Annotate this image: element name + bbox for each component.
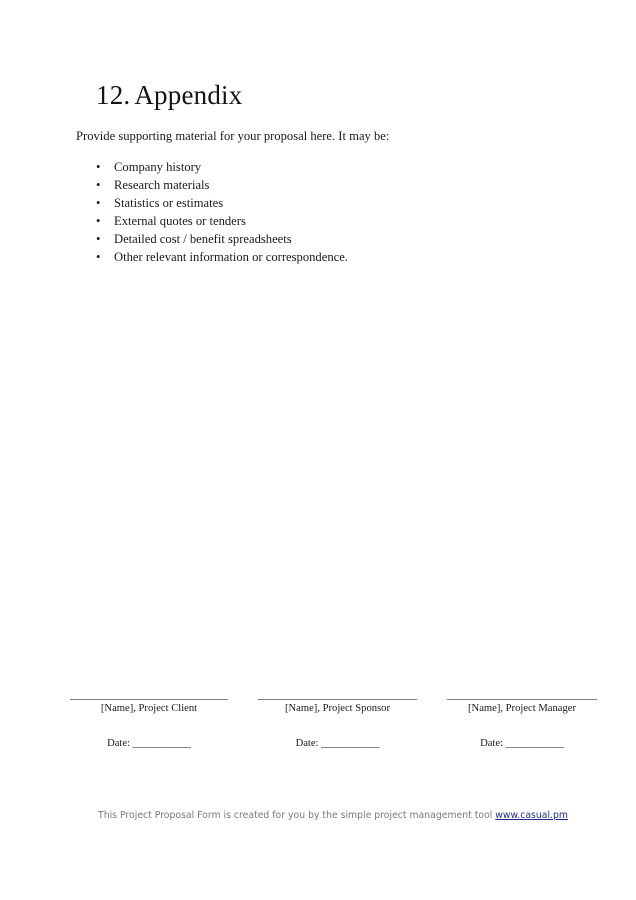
- footer-note: [0, 810, 636, 821]
- list-item: • External quotes or tenders: [96, 214, 246, 228]
- signature-line: [70, 699, 228, 700]
- signature-line: [258, 699, 417, 700]
- appendix-list: [96, 158, 348, 266]
- intro-paragraph: Provide supporting material for your proposal here. It may be:: [76, 129, 390, 143]
- bullet-icon: •: [96, 232, 101, 246]
- signature-client: [70, 699, 228, 749]
- bullet-icon: •: [96, 214, 101, 228]
- list-item: • Company history: [96, 160, 202, 174]
- section-heading: [96, 80, 242, 111]
- signature-role: [Name], Project Client: [100, 703, 198, 714]
- list-item: • Research materials: [96, 178, 210, 192]
- section-title: Appendix: [134, 80, 243, 110]
- footer-text: This Project Proposal Form is created for you by the simple project management tool: [98, 810, 496, 821]
- signature-date: Date: ___________: [295, 738, 380, 749]
- signature-date: Date: ___________: [107, 738, 191, 749]
- signature-role: [Name], Project Sponsor: [284, 703, 391, 714]
- casual-pm-link[interactable]: www.casual.pm: [495, 810, 568, 821]
- list-item: • Detailed cost / benefit spreadsheets: [96, 232, 292, 246]
- signature-date: Date: ___________: [480, 738, 564, 749]
- bullet-icon: •: [96, 196, 101, 210]
- list-item: • Statistics or estimates: [96, 196, 224, 210]
- section-number: 12.: [96, 80, 131, 110]
- list-item: • Other relevant information or correspondence.: [96, 250, 348, 264]
- signature-role: [Name], Project Manager: [468, 703, 576, 714]
- signature-sponsor: [258, 699, 417, 749]
- bullet-icon: •: [96, 250, 101, 264]
- bullet-icon: •: [96, 160, 101, 174]
- bullet-icon: •: [96, 178, 101, 192]
- signature-line: [447, 699, 597, 700]
- signature-manager: [447, 699, 597, 749]
